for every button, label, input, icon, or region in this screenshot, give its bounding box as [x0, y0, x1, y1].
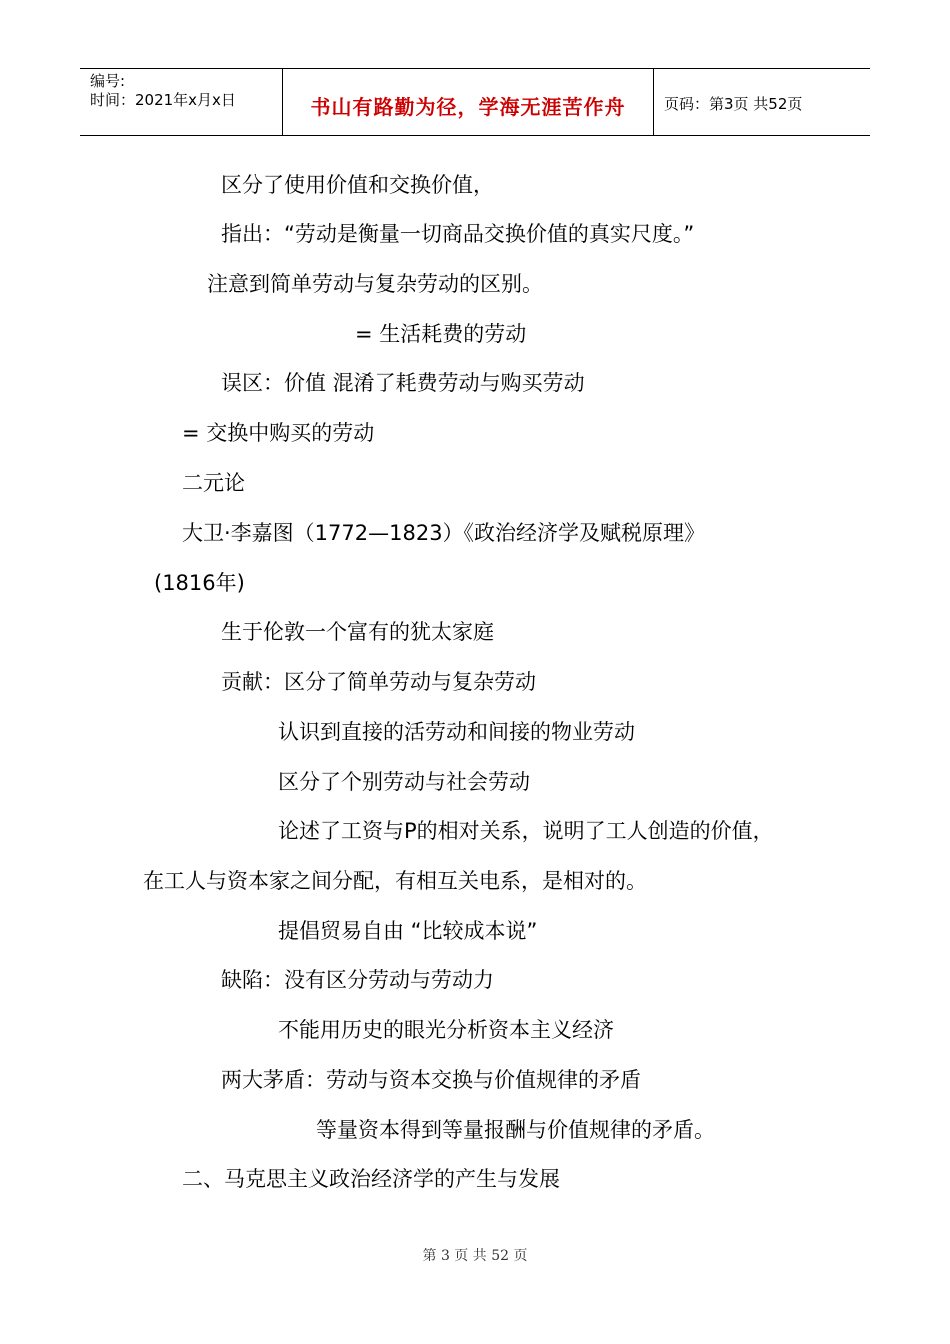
text-line: 误区：价值 混淆了耗费劳动与购买劳动	[221, 371, 585, 395]
section-heading: 二、马克思主义政治经济学的产生与发展	[182, 1167, 560, 1191]
text-line: 认识到直接的活劳动和间接的物业劳动	[278, 720, 635, 744]
page-footer: 第 3 页 共 52 页	[422, 1248, 528, 1264]
text-line: 缺陷：没有区分劳动与劳动力	[221, 968, 494, 992]
section-heading: 二元论	[182, 471, 245, 495]
text-line: 大卫·李嘉图（1772—1823）《政治经济学及赋税原理》	[182, 521, 706, 545]
text-line: 在工人与资本家之间分配，有相互关电系，是相对的。	[143, 869, 647, 893]
text-line: 区分了使用价值和交换价值，	[221, 173, 494, 197]
text-line: 论述了工资与P的相对关系，说明了工人创造的价值，	[278, 819, 774, 843]
text-line: 两大茅盾：劳动与资本交换与价值规律的矛盾	[221, 1068, 641, 1092]
header-motto-cell	[282, 69, 654, 135]
text-line: 提倡贸易自由 “比较成本说”	[278, 919, 538, 943]
document-header	[80, 68, 870, 136]
text-line: 不能用历史的眼光分析资本主义经济	[278, 1018, 614, 1042]
header-meta-cell	[80, 69, 282, 135]
header-motto: 书山有路勤为径，学海无涯苦作舟	[310, 94, 626, 119]
text-line: 区分了个别劳动与社会劳动	[278, 770, 530, 794]
text-line: = 生活耗费的劳动	[355, 322, 527, 346]
text-line: 等量资本得到等量报酬与价值规律的矛盾。	[316, 1118, 715, 1142]
text-line: 指出：“劳动是衡量一切商品交换价值的真实尺度。”	[221, 222, 695, 246]
doc-date-label: 时间：2021年x月x日	[90, 91, 236, 109]
header-page-info: 页码：第3页 共52页	[664, 94, 803, 113]
header-page-cell	[654, 69, 870, 135]
text-line: (1816年)	[154, 571, 245, 595]
doc-number-label: 编号:	[90, 72, 126, 90]
text-line: 贡献：区分了简单劳动与复杂劳动	[221, 670, 536, 694]
text-line: 注意到简单劳动与复杂劳动的区别。	[207, 272, 543, 296]
text-line: 生于伦敦一个富有的犹太家庭	[221, 620, 494, 644]
text-line: = 交换中购买的劳动	[182, 421, 375, 445]
